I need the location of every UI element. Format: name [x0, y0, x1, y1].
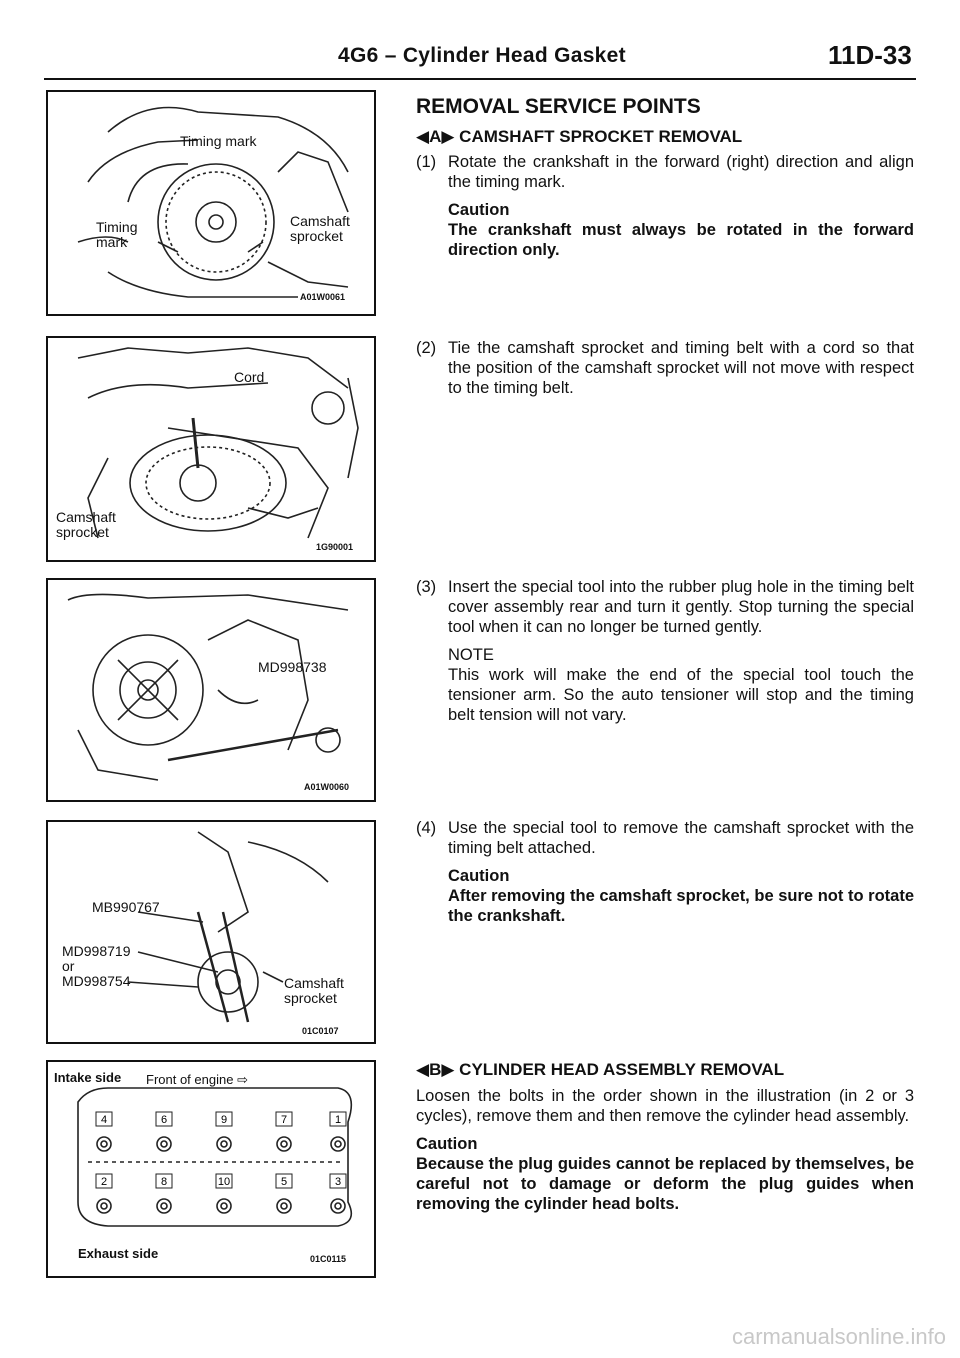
- marker-b-icon: ◀B▶: [416, 1060, 455, 1079]
- bolt-icon: [97, 1137, 111, 1151]
- figure-code: 01C0115: [310, 1254, 347, 1264]
- step-2-num: (2): [416, 339, 437, 357]
- label-tool-md998719: MD998719 or MD998754: [62, 943, 131, 989]
- step-3-text: Insert the special tool into the rubber plug hole in the timing belt cover assembly rear and turn it gently. Stop turning the special tool when it can no longer be turned gently.: [448, 578, 914, 636]
- step-4-caution-text: After removing the camshaft sprocket, be sure not to rotate the crankshaft.: [448, 887, 914, 925]
- label-timing-mark-top: Timing mark: [180, 133, 257, 149]
- sprocket-removal-illustration: [48, 822, 374, 1042]
- bolt-number: 4: [100, 1114, 108, 1126]
- bolt-center-icon: [161, 1203, 167, 1209]
- bolt-icon: [217, 1199, 231, 1213]
- bolt-number: 3: [334, 1176, 342, 1188]
- section-b-body: [416, 1086, 914, 1214]
- page-number: 11D-33: [828, 40, 912, 70]
- section-b-text: Loosen the bolts in the order shown in the illustration (in 2 or 3 cycles), remove them and then remove the cylinder head assembly.: [416, 1087, 914, 1125]
- section-a-title: CAMSHAFT SPROCKET REMOVAL: [459, 127, 743, 146]
- figure-sprocket-removal: [46, 820, 376, 1044]
- bolt-number: 10: [217, 1176, 231, 1188]
- bolt-number: 1: [334, 1114, 342, 1126]
- step-4-text: Use the special tool to remove the camshaft sprocket with the timing belt attached.: [448, 819, 914, 857]
- step-4-caution-label: Caution: [448, 867, 510, 885]
- bolt-icon: [331, 1199, 345, 1213]
- arrow-right-icon: ⇨: [237, 1072, 248, 1087]
- figure-special-tool: [46, 578, 376, 802]
- bolt-order-illustration: [48, 1062, 374, 1276]
- step-1-caution-text: The crankshaft must always be rotated in the forward direction only.: [448, 221, 914, 259]
- label-cord: Cord: [234, 369, 265, 385]
- step-3-note-label: NOTE: [448, 646, 494, 664]
- bolt-icon: [157, 1137, 171, 1151]
- section-heading: REMOVAL SERVICE POINTS: [416, 95, 701, 118]
- bolt-number: 6: [160, 1114, 168, 1126]
- bolt-icon: [217, 1137, 231, 1151]
- section-b-caution-label: Caution: [416, 1135, 478, 1153]
- step-4-num: (4): [416, 819, 437, 837]
- section-b-title: CYLINDER HEAD ASSEMBLY REMOVAL: [459, 1060, 785, 1079]
- bolt-center-icon: [161, 1141, 167, 1147]
- figure-bolt-order: [46, 1060, 376, 1278]
- bolt-number: 8: [160, 1176, 168, 1188]
- header-rule: [44, 78, 916, 80]
- label-camshaft-sprocket: Camshaft sprocket: [284, 975, 344, 1006]
- bolt-number: 2: [100, 1176, 108, 1188]
- label-intake-side: Intake side: [54, 1070, 122, 1085]
- bolt-center-icon: [221, 1141, 227, 1147]
- watermark: carmanualsonline.info: [731, 1324, 946, 1349]
- step-4: [416, 818, 914, 926]
- bolt-number: 5: [280, 1176, 288, 1188]
- step-2: [416, 338, 914, 398]
- marker-a-icon: ◀A▶: [416, 127, 455, 146]
- bolt-center-icon: [335, 1141, 341, 1147]
- bolt-icon: [277, 1199, 291, 1213]
- label-timing-mark-left: Timing mark: [96, 219, 138, 250]
- bolt-center-icon: [281, 1141, 287, 1147]
- step-3-num: (3): [416, 578, 437, 596]
- bolt-center-icon: [101, 1141, 107, 1147]
- label-tool-mb990767: MB990767: [92, 899, 160, 915]
- timing-mark-illustration: [48, 92, 374, 314]
- label-camshaft-sprocket: Camshaft sprocket: [290, 213, 350, 244]
- figure-code: A01W0061: [300, 292, 346, 302]
- bolt-center-icon: [335, 1203, 341, 1209]
- label-camshaft-sprocket: Camshaft sprocket: [56, 509, 116, 540]
- bolt-number: 9: [220, 1114, 228, 1126]
- step-2-text: Tie the camshaft sprocket and timing belt with a cord so that the position of the camshaft sprocket will not move with respect to the timing belt.: [448, 339, 914, 397]
- label-exhaust-side: Exhaust side: [78, 1246, 159, 1261]
- step-1-caution-label: Caution: [448, 201, 510, 219]
- figure-code: A01W0060: [304, 782, 350, 792]
- step-1-text: Rotate the crankshaft in the forward (right) direction and align the timing mark.: [448, 153, 914, 191]
- label-tool: MD998738: [258, 659, 327, 675]
- bolt-center-icon: [101, 1203, 107, 1209]
- figure-timing-mark: [46, 90, 376, 316]
- step-1: [416, 152, 914, 260]
- step-1-num: (1): [416, 153, 437, 171]
- bolt-icon: [331, 1137, 345, 1151]
- figure-cord: [46, 336, 376, 562]
- figure-code: 1G90001: [316, 542, 354, 552]
- bolt-number: 7: [280, 1114, 288, 1126]
- bolt-icon: [277, 1137, 291, 1151]
- step-3: [416, 577, 914, 725]
- bolt-center-icon: [281, 1203, 287, 1209]
- section-b-heading: [416, 1060, 784, 1080]
- bolt-icon: [97, 1199, 111, 1213]
- section-a-heading: [416, 127, 742, 147]
- label-front-of-engine: [146, 1072, 248, 1087]
- special-tool-illustration: [48, 580, 374, 800]
- front-of-engine-text: Front of engine: [146, 1072, 234, 1087]
- bolt-center-icon: [221, 1203, 227, 1209]
- bolt-icon: [157, 1199, 171, 1213]
- step-3-note-text: This work will make the end of the special tool touch the tensioner arm. So the auto tensioner will stop and the timing belt tension will not vary.: [448, 666, 914, 724]
- section-b-caution-text: Because the plug guides cannot be replaced by themselves, be careful not to damage or deform the plug guides when removing the cylinder head bolts.: [416, 1155, 914, 1213]
- page-title: 4G6 – Cylinder Head Gasket: [338, 44, 626, 67]
- figure-code: 01C0107: [302, 1026, 339, 1036]
